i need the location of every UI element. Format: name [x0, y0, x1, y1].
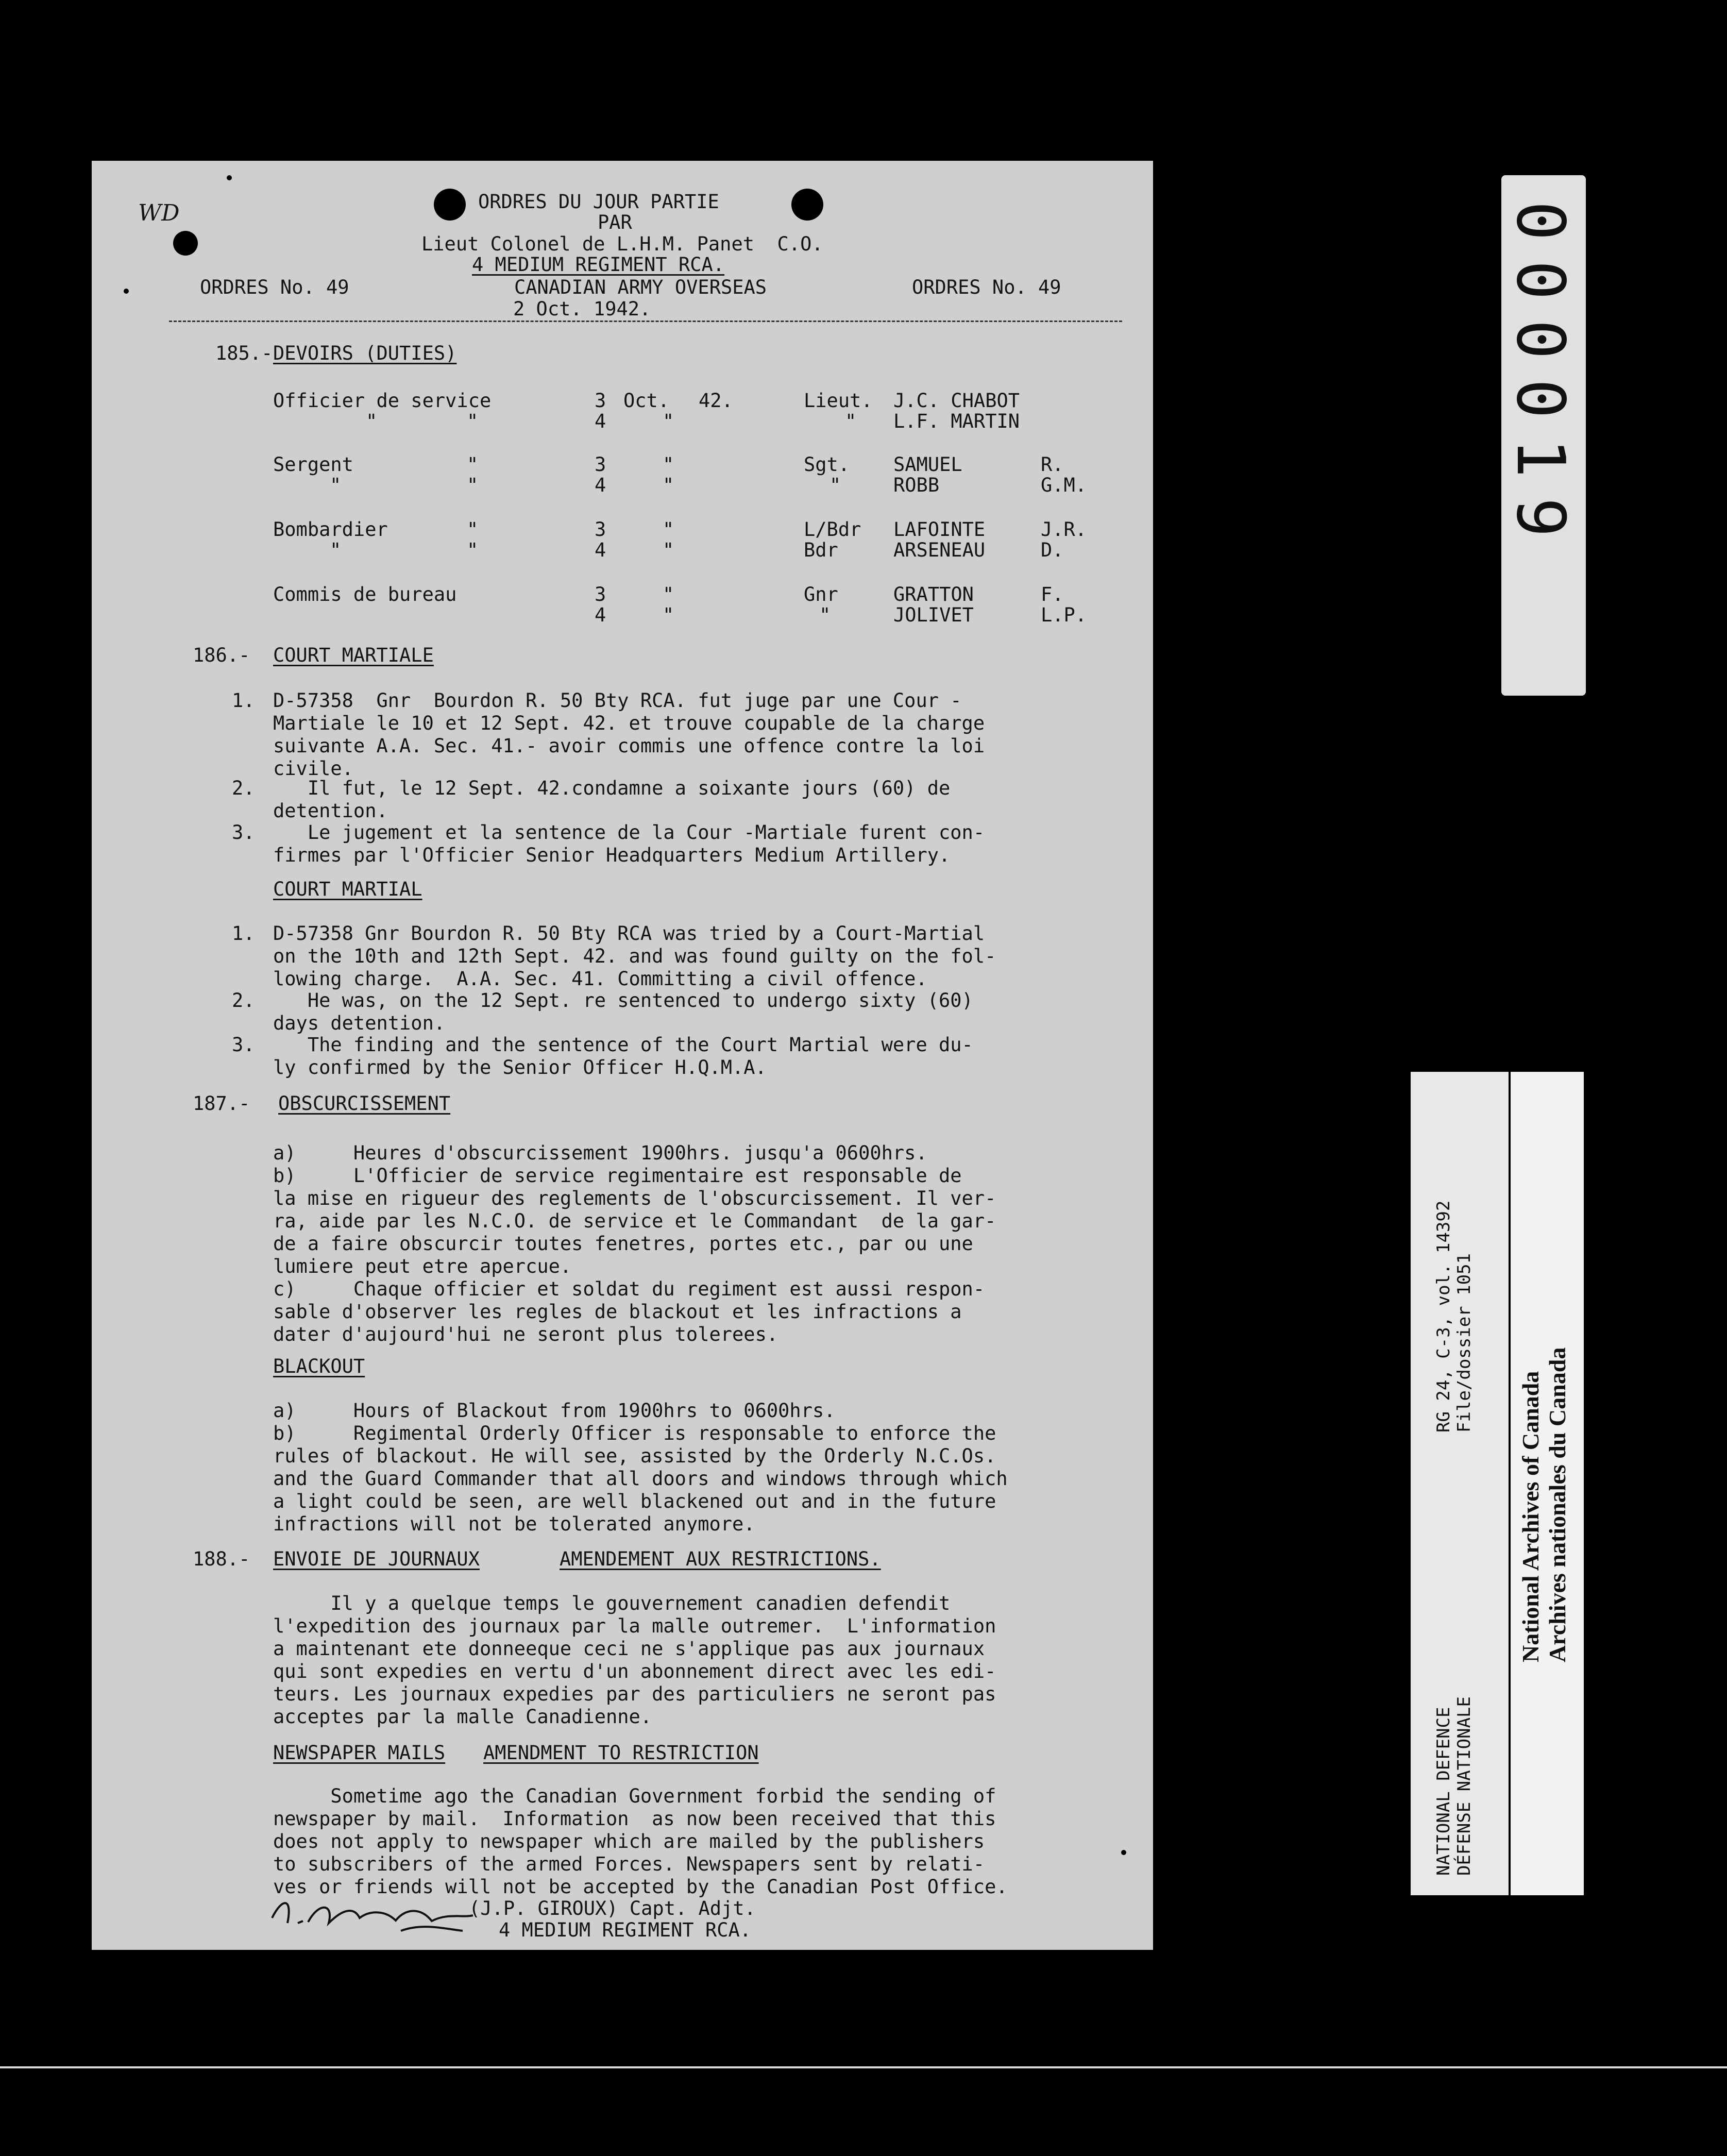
duty-day: 4 — [595, 410, 606, 432]
duty-rank: " — [819, 604, 831, 626]
duty-rank: L/Bdr — [804, 518, 861, 541]
duty-day: 3 — [595, 453, 606, 476]
duty-rank: Lieut. — [804, 390, 873, 412]
paragraph-number: 3. — [232, 821, 255, 844]
paragraph-text: Il y a quelque temps le gouvernement canadien defendit l'expedition des journaux par la malle outremer. L'information a maintenant ete donneeque ceci ne s'applique pas aux journaux qui sont expedies en vertu d'un abonnement direct avec les edi- teurs. Les journaux expedies par des particuliers ne seront pas acceptes par la malle Canadienne. — [273, 1592, 996, 1728]
order-number-left: ORDRES No. 49 — [200, 276, 349, 298]
archive-reference: RG 24, C-3, vol. 14392 — [1433, 1200, 1454, 1433]
section-number: 186.- — [193, 644, 250, 666]
section-title: OBSCURCISSEMENT — [278, 1092, 451, 1115]
duty-initials: D. — [1041, 539, 1064, 561]
duty-initials: G.M. — [1041, 474, 1087, 496]
duty-rank: Sgt. — [804, 453, 850, 476]
header-title: ORDRES DU JOUR PARTIE — [478, 191, 719, 213]
duty-rank: Gnr — [804, 583, 838, 605]
duty-initials: R. — [1041, 453, 1064, 476]
paragraph-text: a) Heures d'obscurcissement 1900hrs. jusqu'a 0600hrs. b) L'Officier de service regimentaire est responsable de la mise en rigueur des reglements de l'obscurcissement. Il ver- ra, aide par les N.C.O. de service et le Commandant de la gar- de a faire obscurcir toutes fenetres, portes etc., par ou une lumiere peut etre apercue. c) Chaque officier et soldat du regiment est aussi respon- sable d'observer les regles de blackout et les infractions a dater d'aujourd'hui ne seront plus tolerees. — [273, 1142, 996, 1345]
duty-month: " — [663, 604, 674, 626]
duty-month: " — [663, 518, 674, 541]
duty-month: " — [663, 539, 674, 561]
duty-day: 4 — [595, 604, 606, 626]
subsection-title: NEWSPAPER MAILS — [273, 1742, 446, 1764]
header-regiment: 4 MEDIUM REGIMENT RCA. — [472, 254, 725, 276]
paragraph-text: Il fut, le 12 Sept. 42.condamne a soixante jours (60) de detention. — [273, 777, 951, 822]
section-subtitle: AMENDEMENT AUX RESTRICTIONS. — [560, 1548, 881, 1570]
duty-ditto: " — [467, 453, 479, 476]
section-number: 185.- — [215, 342, 273, 364]
duty-role: " — [366, 410, 378, 432]
paragraph-number: 3. — [232, 1034, 255, 1056]
signature-name: (J.P. GIROUX) Capt. Adjt. — [469, 1897, 756, 1919]
duty-name: LAFOINTE — [893, 518, 986, 541]
duty-role: Officier de service — [273, 390, 492, 412]
subsection-subtitle: AMENDMENT TO RESTRICTION — [483, 1742, 759, 1764]
duty-name: JOLIVET — [893, 604, 974, 626]
section-title: COURT MARTIALE — [273, 644, 434, 666]
scan-speck — [227, 175, 232, 180]
scan-edge-line — [0, 2066, 1727, 2068]
duty-name: ARSENEAU — [893, 539, 986, 561]
paragraph-number: 2. — [232, 777, 255, 799]
duty-name: GRATTON — [893, 583, 974, 605]
defence-label-en: NATIONAL DEFENCE — [1433, 1707, 1454, 1876]
duty-day: 4 — [595, 474, 606, 496]
duty-ditto: " — [467, 474, 479, 496]
scan-speck — [124, 289, 129, 294]
order-number-right: ORDRES No. 49 — [912, 276, 1061, 298]
paragraph-number: 1. — [232, 689, 255, 712]
section-number: 188.- — [193, 1548, 250, 1570]
duty-ditto: " — [467, 539, 479, 561]
duty-month: " — [663, 453, 674, 476]
section-title: DEVOIRS (DUTIES) — [273, 342, 457, 364]
duty-day: 4 — [595, 539, 606, 561]
duty-name: L.F. MARTIN — [893, 410, 1020, 432]
header-date: 2 Oct. 1942. — [513, 298, 651, 320]
paragraph-text: a) Hours of Blackout from 1900hrs to 0600hrs. b) Regimental Orderly Officer is responsable to enforce the rules of blackout. He will see, assisted by the Orderly N.C.Os. and the Guard Commander that all doors and windows through which a light could be seen, are well blackened out and in the future infractions will not be tolerated anymore. — [273, 1400, 1008, 1535]
archive-file: File/dossier 1051 — [1454, 1253, 1475, 1433]
subsection-title: COURT MARTIAL — [273, 878, 422, 900]
paragraph-text: Sometime ago the Canadian Government forbid the sending of newspaper by mail. Information as now been received that this does not apply to newspaper which are mailed by the publishers to subscribers of the armed Forces. Newspapers sent by relati- ves or friends will not be accepted by the Canadian Post Office. — [273, 1785, 1008, 1898]
archives-label-en: National Archives of Canada — [1517, 1371, 1544, 1662]
duty-role: Bombardier — [273, 518, 388, 541]
header-par: PAR — [598, 211, 632, 233]
duty-month: " — [663, 583, 674, 605]
duty-month: " — [663, 410, 674, 432]
archive-id-number: 000019 — [1502, 201, 1579, 557]
duty-ditto: " — [467, 410, 479, 432]
duty-month: " — [663, 474, 674, 496]
paragraph-text: The finding and the sentence of the Court Martial were du- ly confirmed by the Senior Officer H.Q.M.A. — [273, 1034, 973, 1079]
duty-role: Sergent — [273, 453, 353, 476]
paragraph-number: 2. — [232, 989, 255, 1012]
duty-role: Commis de bureau — [273, 583, 457, 605]
header-commander: Lieut Colonel de L.H.M. Panet C.O. — [421, 233, 823, 255]
punch-hole — [173, 231, 198, 256]
archives-label-fr: Archives nationales du Canada — [1544, 1347, 1570, 1662]
punch-hole — [791, 189, 823, 221]
duty-month: Oct. — [623, 390, 670, 412]
header-overseas: CANADIAN ARMY OVERSEAS — [514, 276, 767, 298]
paragraph-text: D-57358 Gnr Bourdon R. 50 Bty RCA. fut juge par une Cour - Martiale le 10 et 12 Sept. 42. et trouve coupable de la charge suivante A.A. Sec. 41.- avoir commis une offence contre la loi civile. — [273, 689, 985, 780]
duty-role: " — [330, 474, 342, 496]
subsection-title: BLACKOUT — [273, 1355, 365, 1377]
signature-unit: 4 MEDIUM REGIMENT RCA. — [499, 1919, 752, 1941]
margin-note: WD — [138, 200, 180, 226]
duty-initials: F. — [1041, 583, 1064, 605]
punch-hole — [434, 189, 466, 221]
duty-role: " — [330, 539, 342, 561]
paragraph-text: He was, on the 12 Sept. re sentenced to undergo sixty (60) days detention. — [273, 989, 973, 1034]
duty-name: J.C. CHABOT — [893, 390, 1020, 412]
duty-name: SAMUEL — [893, 453, 962, 476]
duty-day: 3 — [595, 583, 606, 605]
defence-label-fr: DÉFENSE NATIONALE — [1454, 1696, 1475, 1876]
duty-name: ROBB — [893, 474, 940, 496]
header-divider — [169, 321, 1122, 322]
duty-day: 3 — [595, 390, 606, 412]
paragraph-text: D-57358 Gnr Bourdon R. 50 Bty RCA was tried by a Court-Martial on the 10th and 12th Sept. 42. and was found guilty on the fol- lowing charge. A.A. Sec. 41. Committing a civil offence. — [273, 922, 996, 990]
duty-rank: " — [829, 474, 841, 496]
duty-ditto: " — [467, 518, 479, 541]
duty-rank: Bdr — [804, 539, 838, 561]
paragraph-text: Le jugement et la sentence de la Cour -Martiale furent con- firmes par l'Officier Senior Headquarters Medium Artillery. — [273, 821, 985, 866]
duty-initials: J.R. — [1041, 518, 1087, 541]
duty-initials: L.P. — [1041, 604, 1087, 626]
duty-year: 42. — [699, 390, 733, 412]
paragraph-number: 1. — [232, 922, 255, 945]
duty-rank: " — [845, 410, 857, 432]
document-page — [92, 161, 1153, 1950]
scan-speck — [1121, 1850, 1126, 1855]
duty-day: 3 — [595, 518, 606, 541]
section-title: ENVOIE DE JOURNAUX — [273, 1548, 480, 1570]
section-number: 187.- — [193, 1092, 250, 1115]
